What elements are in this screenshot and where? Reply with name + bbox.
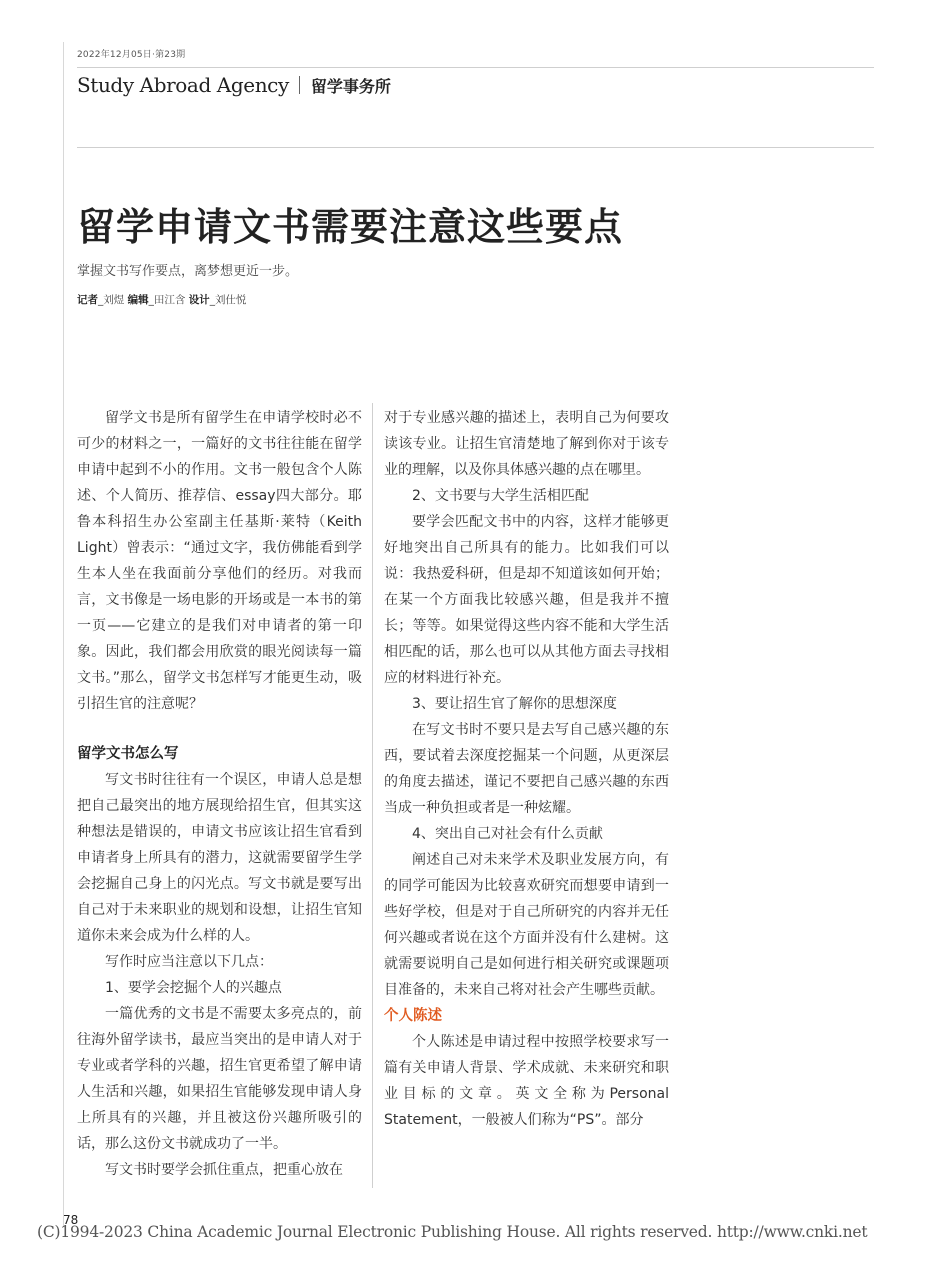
paragraph: 个人陈述是申请过程中按照学校要求写一篇有关申请人背景、学术成就、未来研究和职业目标的文章。英文全称为Personal Statement，一般被人们称为“PS”。部分 bbox=[384, 1034, 669, 1128]
header-rule bbox=[77, 67, 874, 68]
column-brand bbox=[77, 73, 391, 97]
designer-label: 设计 bbox=[188, 294, 210, 306]
brand-separator bbox=[299, 76, 300, 94]
section-heading-accent: 个人陈述 bbox=[384, 1008, 442, 1024]
list-point: 3、要让招生官了解你的思想深度 bbox=[412, 696, 617, 712]
column-divider bbox=[372, 403, 373, 1188]
body-column-right bbox=[384, 405, 669, 1133]
list-point: 2、文书要与大学生活相匹配 bbox=[412, 488, 589, 504]
article-credits bbox=[77, 292, 246, 307]
article-subtitle: 掌握文书写作要点，离梦想更近一步。 bbox=[77, 264, 299, 279]
brand-chinese: 留学事务所 bbox=[310, 76, 391, 96]
reporter-name: _刘煜 bbox=[98, 294, 125, 306]
body-column-left bbox=[77, 405, 362, 1183]
paragraph: 要学会匹配文书中的内容，这样才能够更好地突出自己所具有的能力。比如我们可以说：我热爱科研，但是却不知道该如何开始；在某一个方面我比较感兴趣，但是我并不擅长；等等。如果觉得这些内容不能和大学生活相匹配的话，那么也可以从其他方面去寻找相应的材料进行补充。 bbox=[384, 514, 669, 686]
list-point: 1、要学会挖掘个人的兴趣点 bbox=[105, 980, 282, 996]
page-number: 78 bbox=[63, 1213, 79, 1227]
paragraph: 写文书时往往有一个误区，申请人总是想把自己最突出的地方展现给招生官，但其实这种想法是错误的，申请文书应该让招生官看到申请者身上所具有的潜力，这就需要留学生学会挖掘自己身上的闪光点。写文书就是要写出自己对于未来职业的规划和设想，让招生官知道你未来会成为什么样的人。 bbox=[77, 772, 362, 944]
paragraph: 留学文书是所有留学生在申请学校时必不可少的材料之一，一篇好的文书往往能在留学申请中起到不小的作用。文书一般包含个人陈述、个人简历、推荐信、essay四大部分。耶鲁本科招生办公室副主任基斯·莱特（Keith Light）曾表示：“通过文字，我仿佛能看到学生本人坐在我面前分享他们的经历。对我而言，文书像是一场电影的开场或是一本书的第一页——它建立的是我们对申请者的第一印象。因此，我们都会用欣赏的眼光阅读每一篇文书。”那么，留学文书怎样写才能更生动，吸引招生官的注意呢？ bbox=[77, 410, 362, 712]
copyright-notice: (C)1994-2023 China Academic Journal Electronic Publishing House. All rights reserved. http://www.cnki.net bbox=[37, 1223, 868, 1241]
section-heading: 留学文书怎么写 bbox=[77, 746, 179, 762]
designer-name: _刘仕悦 bbox=[209, 294, 247, 306]
paragraph: 阐述自己对未来学术及职业发展方向，有的同学可能因为比较喜欢研究而想要申请到一些好学校，但是对于自己所研究的内容并无任何兴趣或者说在这个方面并没有什么建树。这就需要说明自己是如何进行相关研究或课题项目准备的，未来自己将对社会产生哪些贡献。 bbox=[384, 852, 669, 998]
paragraph: 对于专业感兴趣的描述上，表明自己为何要攻读该专业。让招生官清楚地了解到你对于该专业的理解，以及你具体感兴趣的点在哪里。 bbox=[384, 410, 669, 478]
reporter-label: 记者 bbox=[77, 294, 98, 306]
article-title: 留学申请文书需要注意这些要点 bbox=[77, 205, 624, 249]
paragraph: 在写文书时不要只是去写自己感兴趣的东西，要试着去深度挖掘某一个问题，从更深层的角度去描述，谨记不要把自己感兴趣的东西当成一种负担或者是一种炫耀。 bbox=[384, 722, 669, 816]
paragraph: 一篇优秀的文书是不需要太多亮点的，前往海外留学读书，最应当突出的是申请人对于专业或者学科的兴趣，招生官更希望了解申请人生活和兴趣，如果招生官能够发现申请人身上所具有的兴趣，并且被这份兴趣所吸引的话，那么这份文书就成功了一半。 bbox=[77, 1006, 362, 1152]
list-point: 4、突出自己对社会有什么贡献 bbox=[412, 826, 603, 842]
paragraph: 写作时应当注意以下几点： bbox=[105, 954, 273, 970]
paragraph: 写文书时要学会抓住重点，把重心放在 bbox=[105, 1162, 343, 1178]
margin-rule bbox=[63, 42, 64, 1227]
section-rule bbox=[77, 147, 874, 148]
editor-label: 编辑 bbox=[127, 294, 149, 306]
editor-name: _田江含 bbox=[148, 294, 186, 306]
issue-date: 2022年12月05日·第23期 bbox=[77, 50, 186, 60]
brand-english: Study Abroad Agency bbox=[77, 73, 289, 97]
